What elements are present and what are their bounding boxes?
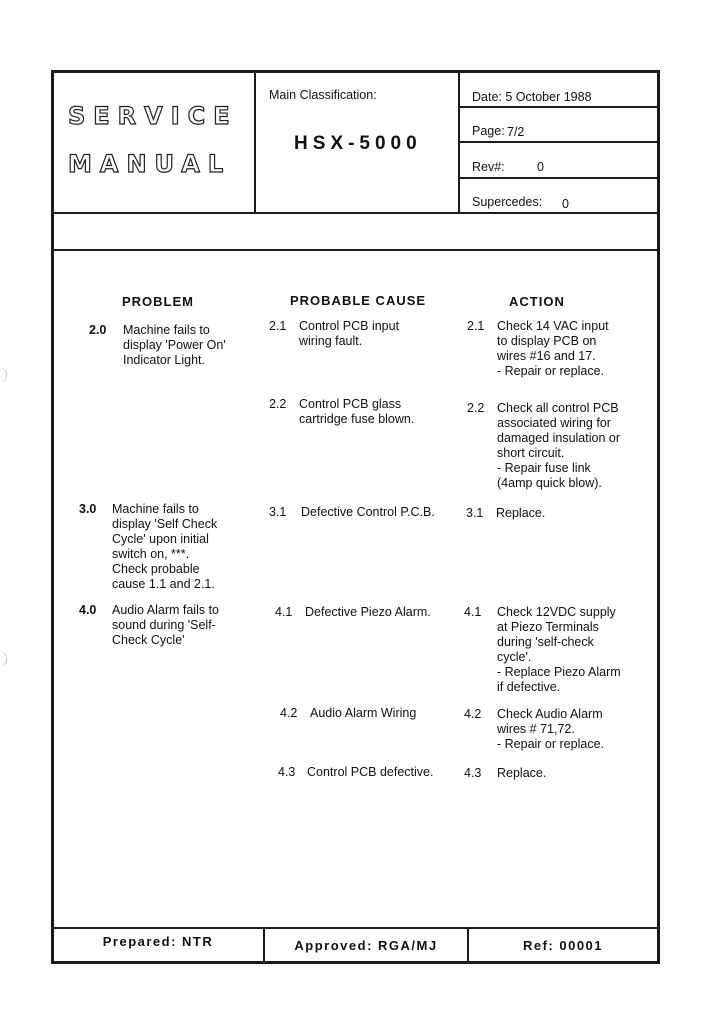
cause-text: Control PCB input wiring fault.	[299, 319, 400, 348]
supercedes-value: 0	[562, 197, 569, 211]
column-heading-action: ACTION	[509, 294, 565, 309]
cause-number: 3.1	[269, 505, 287, 519]
rev-value: 0	[537, 160, 544, 174]
header-bottom-rule	[51, 249, 660, 251]
title-manual: MANUAL	[68, 150, 232, 178]
problem-number: 4.0	[79, 603, 97, 617]
cause-number: 2.2	[269, 397, 287, 411]
action-text: Replace.	[497, 766, 547, 780]
problem-number: 3.0	[79, 502, 97, 516]
cause-number: 4.1	[275, 605, 293, 619]
problem-text: Machine fails to display 'Self Check Cycle' upon initial switch on, ***. Check probable cause 1.1 and 2.1.	[112, 502, 218, 591]
date-field: Date: 5 October 1988	[472, 90, 592, 104]
footer-rule	[51, 927, 660, 929]
supercedes-label: Supercedes:	[472, 195, 543, 209]
cause-text: Control PCB defective.	[307, 765, 434, 779]
binder-hole	[0, 368, 6, 382]
page-label: Page:	[472, 124, 505, 138]
action-number: 4.2	[464, 707, 482, 721]
cell-divider	[458, 106, 660, 108]
header-divider	[51, 212, 660, 214]
page-value: 7/2	[507, 125, 525, 139]
column-heading-cause: PROBABLE CAUSE	[290, 293, 427, 308]
cause-text: Defective Piezo Alarm.	[305, 605, 431, 619]
action-text: Check 14 VAC input to display PCB on wires #16 and 17. - Repair or replace.	[497, 319, 609, 378]
problem-text: Audio Alarm fails to sound during 'Self- Check Cycle'	[112, 603, 219, 647]
cause-text: Defective Control P.C.B.	[301, 505, 435, 519]
action-number: 4.3	[464, 766, 482, 780]
cause-text: Control PCB glass cartridge fuse blown.	[299, 397, 415, 426]
cell-divider	[458, 177, 660, 179]
cause-number: 2.1	[269, 319, 287, 333]
reference-number: Ref: 00001	[522, 938, 604, 953]
cause-number: 4.3	[278, 765, 296, 779]
binder-hole	[0, 652, 6, 666]
column-heading-problem: PROBLEM	[122, 294, 194, 309]
main-classification-label: Main Classification:	[269, 88, 377, 102]
title-service: SERVICE	[68, 102, 238, 130]
action-text: Check all control PCB associated wiring for damaged insulation or short circuit. - Repair fuse link (4amp quick blow).	[497, 401, 620, 490]
action-number: 4.1	[464, 605, 482, 619]
cause-text: Audio Alarm Wiring	[310, 706, 417, 720]
approved-by: Approved: RGA/MJ	[294, 938, 438, 953]
action-number: 3.1	[466, 506, 484, 520]
action-text: Check Audio Alarm wires # 71,72. - Repair or replace.	[497, 707, 604, 751]
prepared-by: Prepared: NTR	[102, 934, 214, 949]
problem-number: 2.0	[89, 323, 107, 337]
column-divider	[254, 72, 256, 213]
cause-number: 4.2	[280, 706, 298, 720]
action-text: Replace.	[496, 506, 546, 520]
rev-label: Rev#:	[472, 160, 505, 174]
problem-text: Machine fails to display 'Power On' Indicator Light.	[123, 323, 226, 367]
cell-divider	[458, 141, 660, 143]
classification-code: HSX-5000	[294, 133, 422, 154]
action-text: Check 12VDC supply at Piezo Terminals during 'self-check cycle'. - Replace Piezo Alarm if defective.	[497, 605, 621, 694]
action-number: 2.1	[467, 319, 485, 333]
action-number: 2.2	[467, 401, 485, 415]
